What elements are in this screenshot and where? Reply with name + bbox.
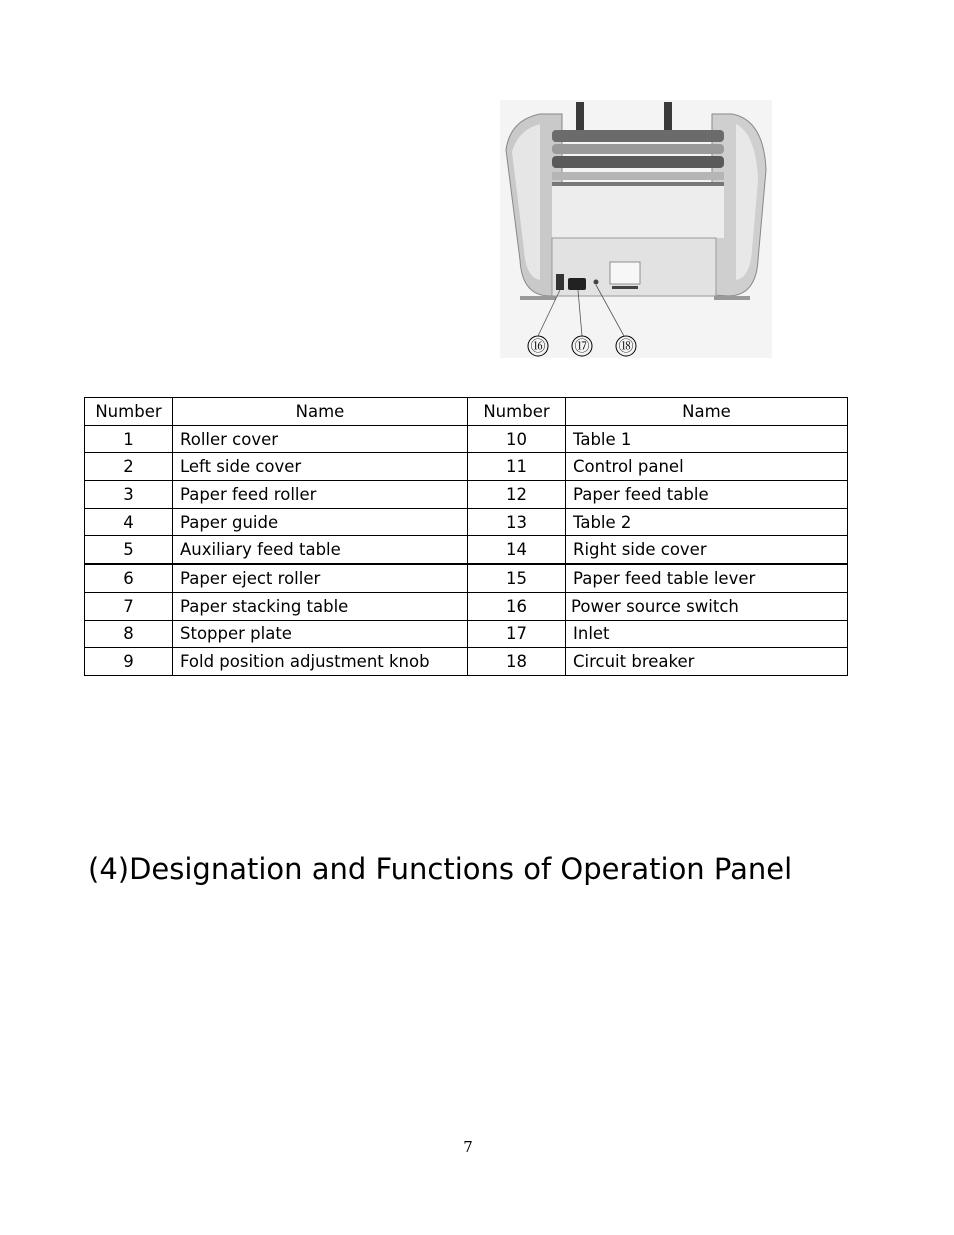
part-number: 13 [468,508,566,536]
callout-17: ⑰ [574,337,590,355]
section-title: (4)Designation and Functions of Operation Panel [88,852,793,886]
part-number: 7 [85,592,173,620]
part-number: 10 [468,425,566,453]
part-name: Roller cover [173,425,468,453]
part-name: Power source switch [566,592,848,620]
part-number: 16 [468,592,566,620]
part-name: Paper eject roller [173,564,468,592]
part-name: Paper feed table lever [566,564,848,592]
table-row [85,592,848,620]
part-name: Table 1 [566,425,848,453]
part-number: 5 [85,536,173,564]
part-number: 2 [85,453,173,481]
part-name: Paper feed table [566,481,848,509]
table-row [85,620,848,648]
table-row [85,648,848,676]
part-name: Circuit breaker [566,648,848,676]
part-name: Stopper plate [173,620,468,648]
part-name: Paper guide [173,508,468,536]
table-row [85,481,848,509]
header-name-1: Name [173,398,468,426]
part-name: Paper stacking table [173,592,468,620]
part-number: 1 [85,425,173,453]
part-number: 17 [468,620,566,648]
page-number: 7 [463,1138,473,1156]
part-number: 9 [85,648,173,676]
part-name: Auxiliary feed table [173,536,468,564]
part-name: Control panel [566,453,848,481]
part-number: 3 [85,481,173,509]
header-number-2: Number [468,398,566,426]
table-row [85,564,848,592]
callout-16: ⑯ [530,337,546,355]
machine-rear-photo [500,100,772,358]
part-number: 4 [85,508,173,536]
part-name: Fold position adjustment knob [173,648,468,676]
parts-table [84,397,848,676]
part-number: 14 [468,536,566,564]
header-name-2: Name [566,398,848,426]
part-number: 8 [85,620,173,648]
part-name: Left side cover [173,453,468,481]
part-number: 11 [468,453,566,481]
header-number-1: Number [85,398,173,426]
part-name: Table 2 [566,508,848,536]
callout-18: ⑱ [618,337,634,355]
part-name: Paper feed roller [173,481,468,509]
table-row [85,536,848,564]
part-number: 15 [468,564,566,592]
part-name: Right side cover [566,536,848,564]
table-row [85,508,848,536]
part-name: Inlet [566,620,848,648]
table-header-row [85,398,848,426]
table-row [85,425,848,453]
part-number: 18 [468,648,566,676]
part-number: 12 [468,481,566,509]
part-number: 6 [85,564,173,592]
table-row [85,453,848,481]
